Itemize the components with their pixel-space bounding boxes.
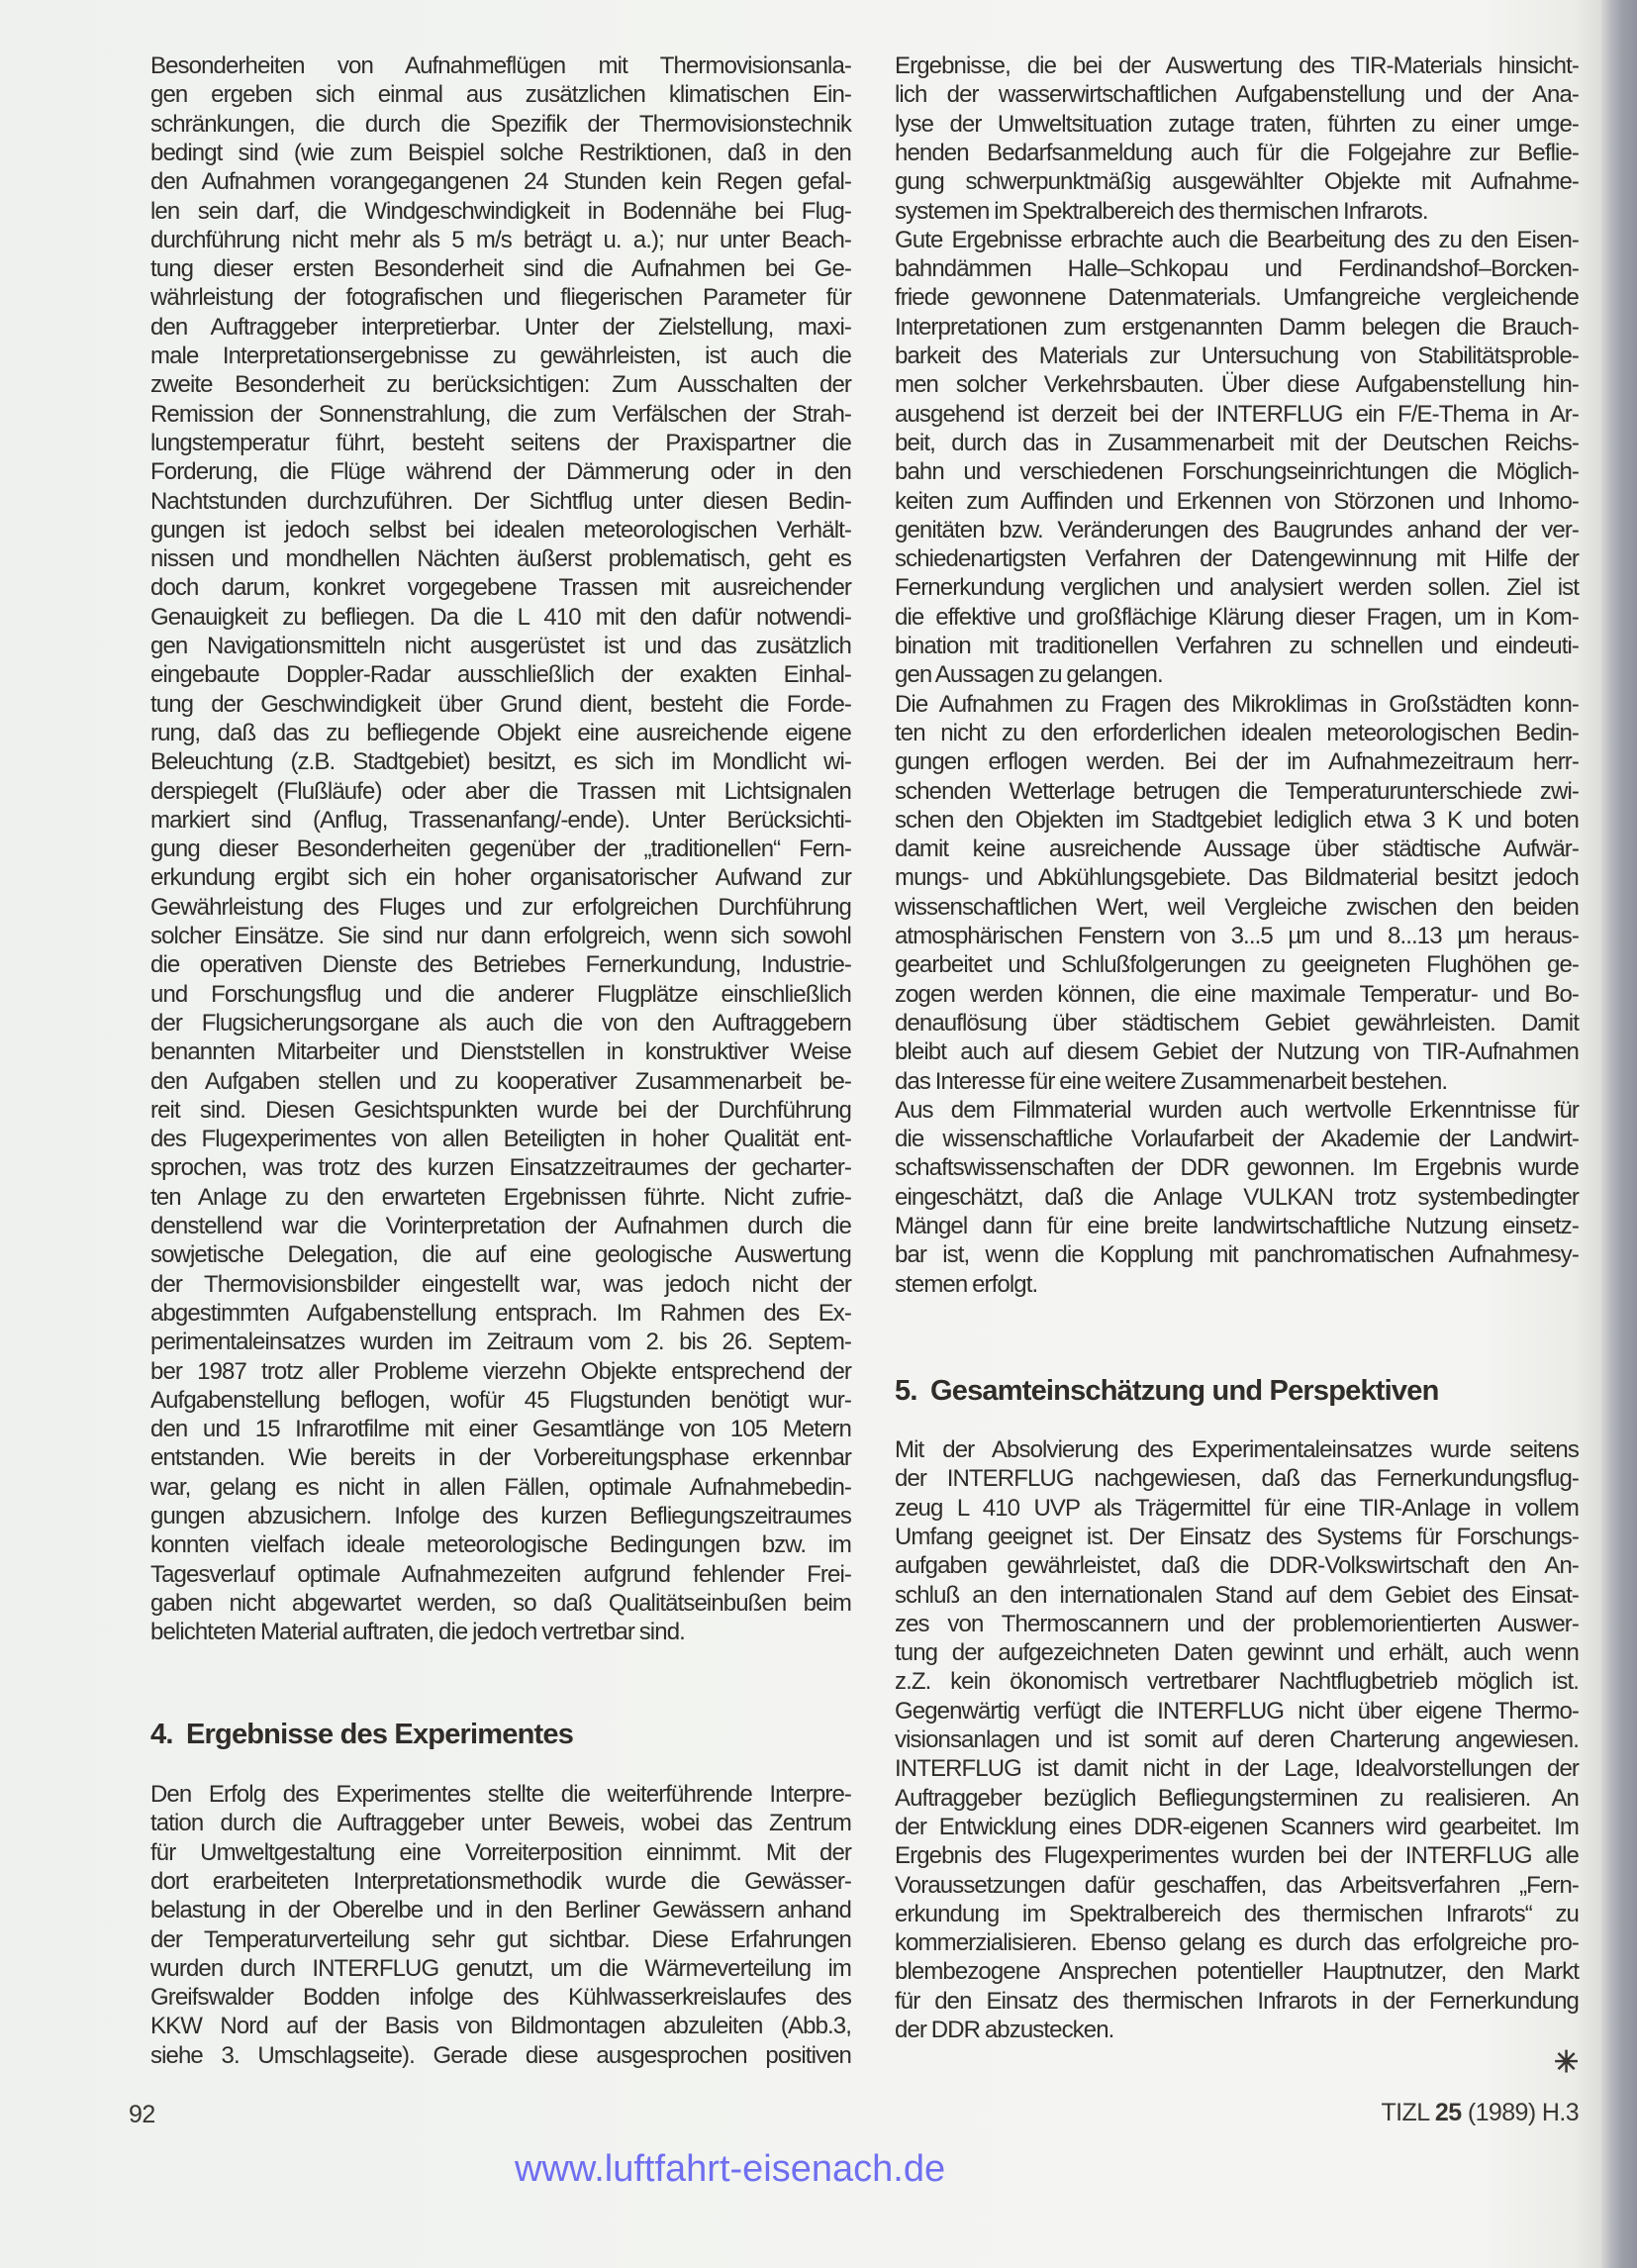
- watermark-link[interactable]: www.luftfahrt-eisenach.de: [515, 2148, 946, 2190]
- text-line: Voraussetzungen dafür geschaffen, das Arbeitsverfahren „Fern-: [895, 1871, 1579, 1899]
- text-line: rung, daß das zu befliegende Objekt eine ausreichende eigene: [150, 719, 851, 746]
- text-line: gaben nicht abgewartet werden, so daß Qualitätseinbußen beim: [150, 1589, 851, 1617]
- text-line: sprochen, was trotz des kurzen Einsatzzeitraumes der gecharter-: [150, 1154, 851, 1182]
- text-line: Ergebnisse, die bei der Auswertung des TIR-Materials hinsicht-: [895, 52, 1579, 79]
- text-line: den Aufgaben stellen und zu kooperativer Zusammenarbeit be-: [150, 1067, 851, 1095]
- text-line: tung dieser ersten Besonderheit sind die Aufnahmen bei Ge-: [150, 255, 851, 283]
- text-line: friede gewonnene Datenmaterials. Umfangreiche vergleichende: [895, 284, 1579, 312]
- text-line: bar ist, wenn die Kopplung mit panchromatischen Aufnahmesy-: [895, 1241, 1579, 1269]
- text-line: die effektive und großflächige Klärung dieser Fragen, um in Kom-: [895, 603, 1579, 631]
- text-line: keiten zum Auffinden und Erkennen von Störzonen und Inhomo-: [895, 487, 1579, 515]
- text-line: des Flugexperimentes von allen Beteiligten in hoher Qualität ent-: [150, 1126, 851, 1153]
- text-line: schen den Objekten im Stadtgebiet lediglich etwa 3 K und boten: [895, 806, 1579, 834]
- text-line: wurden durch INTERFLUG genutzt, um die Wärmeverteilung im: [150, 1954, 851, 1982]
- text-line: dort erarbeiteten Interpretationsmethodik wurde die Gewässer-: [150, 1867, 851, 1895]
- text-line: aufgaben gewährleistet, daß die DDR-Volkswirtschaft den An-: [895, 1552, 1579, 1580]
- text-line: wissenschaftlichen Wert, weil Vergleiche zwischen den beiden: [895, 893, 1579, 921]
- text-line: male Interpretationsergebnisse zu gewährleisten, ist auch die: [150, 343, 851, 369]
- text-line: Genauigkeit zu befliegen. Da die L 410 mit den dafür notwendi-: [150, 603, 851, 631]
- text-line: bination mit traditionellen Verfahren zu schnellen und eindeuti-: [895, 633, 1579, 659]
- section-heading-4: [150, 1717, 573, 1752]
- text-line: ten nicht zu den erforderlichen idealen meteorologischen Bedin-: [895, 719, 1579, 746]
- text-line: zeug L 410 UVP als Trägermittel für eine TIR-Anlage in vollem: [895, 1494, 1579, 1522]
- text-line: genitäten bzw. Veränderungen des Baugrundes anhand der ver-: [895, 516, 1579, 543]
- text-line: solcher Einsätze. Sie sind nur dann erfolgreich, wenn sich sowohl: [150, 923, 851, 949]
- text-line: ber 1987 trotz aller Probleme vierzehn Objekte entsprechend der: [150, 1357, 851, 1385]
- text-line: doch darum, konkret vorgegebene Trassen mit ausreichender: [150, 574, 851, 602]
- text-line: lyse der Umweltsituation zutage traten, führten zu einer umge-: [895, 110, 1579, 138]
- text-line: tung der aufgezeichneten Daten gewinnt und erhält, auch wenn: [895, 1639, 1579, 1667]
- text-line: Umfang geeignet ist. Der Einsatz des Systems für Forschungs-: [895, 1523, 1579, 1550]
- journal-prefix: TIZL: [1381, 2099, 1435, 2126]
- text-line: z.Z. kein ökonomisch vertretbarer Nachtflugbetrieb möglich ist.: [895, 1668, 1579, 1696]
- text-line: perimentaleinsatzes wurden im Zeitraum vom 2. bis 26. Septem-: [150, 1329, 851, 1356]
- text-line: zes von Thermoscannern und der problemorientierten Auswer-: [895, 1610, 1579, 1637]
- text-line: zweite Besonderheit zu berücksichtigen: Zum Ausschalten der: [150, 371, 851, 399]
- end-of-article-asterisk-icon: ✳: [1554, 2046, 1580, 2079]
- text-line: Ergebnis des Flugexperimentes wurden bei der INTERFLUG alle: [895, 1842, 1579, 1870]
- text-line: den Auftraggeber interpretierbar. Unter der Zielstellung, maxi-: [150, 313, 851, 341]
- text-line: abgestimmten Aufgabenstellung entsprach. Im Rahmen des Ex-: [150, 1299, 851, 1327]
- text-line: henden Bedarfsanmeldung auch für die Folgejahre zur Beflie-: [895, 139, 1579, 166]
- text-line: mungs- und Abkühlungsgebiete. Das Bildmaterial besitzt jedoch: [895, 864, 1579, 892]
- text-line: konnten vielfach ideale meteorologische Bedingungen bzw. im: [150, 1531, 851, 1559]
- text-line: Gute Ergebnisse erbrachte auch die Bearbeitung des zu den Eisen-: [895, 226, 1579, 253]
- text-line: beit, durch das in Zusammenarbeit mit der Deutschen Reichs-: [895, 429, 1579, 456]
- text-line: Aus dem Filmmaterial wurden auch wertvolle Erkenntnisse für: [895, 1096, 1579, 1124]
- text-line: zogen werden können, die eine maximale Temperatur- und Bo-: [895, 980, 1579, 1008]
- text-line: systemen im Spektralbereich des thermischen Infrarots.: [895, 197, 1428, 225]
- text-line: Tagesverlauf optimale Aufnahmezeiten aufgrund fehlender Frei-: [150, 1560, 851, 1588]
- text-line: bleibt auch auf diesem Gebiet der Nutzung von TIR-Aufnahmen: [895, 1038, 1579, 1066]
- text-line: die operativen Dienste des Betriebes Fernerkundung, Industrie-: [150, 951, 851, 979]
- text-line: entstanden. Wie bereits in der Vorbereitungsphase erkennbar: [150, 1444, 851, 1472]
- text-line: belastung in der Oberelbe und in den Berliner Gewässern anhand: [150, 1897, 851, 1924]
- text-line: Die Aufnahmen zu Fragen des Mikroklimas in Großstädten konn-: [895, 690, 1579, 718]
- text-line: nissen und mondhellen Nächten äußerst problematisch, geht es: [150, 545, 851, 573]
- text-line: den Aufnahmen vorangegangenen 24 Stunden kein Regen gefal-: [150, 168, 851, 196]
- text-line: der Temperaturverteilung sehr gut sichtbar. Diese Erfahrungen: [150, 1925, 851, 1953]
- text-line: len sein darf, die Windgeschwindigkeit in Bodennähe bei Flug-: [150, 197, 851, 225]
- text-line: men solcher Verkehrsbauten. Über diese Aufgabenstellung hin-: [895, 371, 1579, 399]
- text-line: eingeschätzt, daß die Anlage VULKAN trotz systembedingter: [895, 1183, 1579, 1211]
- text-line: Mit der Absolvierung des Experimentaleinsatzes wurde seitens: [895, 1436, 1579, 1463]
- text-line: denstellend war die Vorinterpretation der Aufnahmen durch die: [150, 1213, 851, 1239]
- text-line: ausgehend ist derzeit bei der INTERFLUG ein F/E-Thema in Ar-: [895, 400, 1579, 428]
- text-line: der Entwicklung eines DDR-eigenen Scanners wird gearbeitet. Im: [895, 1813, 1579, 1840]
- text-line: durchführung nicht mehr als 5 m/s beträgt u. a.); nur unter Beach-: [150, 226, 851, 253]
- text-line: Forderung, die Flüge während der Dämmerung oder in den: [150, 458, 851, 486]
- text-line: bedingt sind (wie zum Beispiel solche Restriktionen, daß in den: [150, 139, 851, 166]
- section-number: 4.: [150, 1719, 173, 1750]
- text-line: blembezogene Ansprechen potentieller Hauptnutzer, den Markt: [895, 1958, 1579, 1986]
- text-line: erkundung ergibt sich ein hoher organisatorischer Aufwand zur: [150, 864, 851, 892]
- text-line: bahn und verschiedenen Forschungseinrichtungen die Möglich-: [895, 458, 1579, 486]
- text-line: visionsanlagen und ist somit auf deren Charterung angewiesen.: [895, 1726, 1579, 1753]
- text-line: damit keine ausreichende Aussage über städtische Aufwär-: [895, 836, 1579, 863]
- text-line: Mängel dann für eine breite landwirtschaftliche Nutzung einsetz-: [895, 1213, 1579, 1239]
- text-line: gung schwerpunktmäßig ausgewählter Objekte mit Aufnahme-: [895, 168, 1579, 196]
- text-line: benannten Mitarbeiter und Dienststellen in konstruktiver Weise: [150, 1038, 851, 1066]
- text-line: den und 15 Infrarotfilme mit einer Gesamtlänge von 105 Metern: [150, 1416, 851, 1443]
- text-line: sowjetische Delegation, die auf eine geologische Auswertung: [150, 1241, 851, 1269]
- text-line: der Flugsicherungsorgane als auch die von den Auftraggebern: [150, 1009, 851, 1036]
- text-line: schiedenartigsten Verfahren der Datengewinnung mit Hilfe der: [895, 545, 1579, 573]
- section-title: Ergebnisse des Experimentes: [186, 1719, 574, 1750]
- text-line: KKW Nord auf der Basis von Bildmontagen abzuleiten (Abb.3,: [150, 2013, 851, 2040]
- text-line: denauflösung über städtischem Gebiet gewährleisten. Damit: [895, 1009, 1579, 1036]
- section-title: Gesamteinschätzung und Perspektiven: [930, 1375, 1439, 1407]
- section-heading-5: [895, 1373, 1439, 1409]
- section-number: 5.: [895, 1375, 917, 1407]
- text-line: reit sind. Diesen Gesichtspunkten wurde bei der Durchführung: [150, 1096, 851, 1124]
- text-line: Aufgabenstellung beflogen, wofür 45 Flugstunden benötigt wur-: [150, 1386, 851, 1414]
- text-line: der DDR abzustecken.: [895, 2017, 1114, 2043]
- text-line: tung der Geschwindigkeit über Grund dient, besteht die Forde-: [150, 690, 851, 718]
- text-line: Beleuchtung (z.B. Stadtgebiet) besitzt, es sich im Mondlicht wi-: [150, 748, 851, 776]
- text-line: eingebaute Doppler-Radar ausschließlich der exakten Einhal-: [150, 661, 851, 689]
- journal-reference: [1326, 2099, 1579, 2127]
- text-line: währleistung der fotografischen und fliegerischen Parameter für: [150, 284, 851, 312]
- text-line: Auftraggeber bezüglich Befliegungsterminen zu realisieren. An: [895, 1784, 1579, 1812]
- text-line: das Interesse für eine weitere Zusammenarbeit bestehen.: [895, 1067, 1448, 1095]
- text-line: und Forschungsflug und die anderer Flugplätze einschließlich: [150, 980, 851, 1008]
- text-line: gung dieser Besonderheiten gegenüber der „traditionellen“ Fern-: [150, 836, 851, 863]
- text-line: gen ergeben sich einmal aus zusätzlichen klimatischen Ein-: [150, 81, 851, 109]
- text-line: Interpretationen zum erstgenannten Damm belegen die Brauch-: [895, 313, 1579, 341]
- page-number: 92: [129, 2101, 155, 2128]
- text-line: schenden Wetterlage betrugen die Temperaturunterschiede zwi-: [895, 777, 1579, 805]
- text-line: ten Anlage zu den erwarteten Ergebnissen führte. Nicht zufrie-: [150, 1183, 851, 1211]
- text-line: stemen erfolgt.: [895, 1270, 1038, 1298]
- text-line: der Thermovisionsbilder eingestellt war, was jedoch nicht der: [150, 1270, 851, 1298]
- text-line: Gegenwärtig verfügt die INTERFLUG nicht über eigene Thermo-: [895, 1697, 1579, 1725]
- text-line: Nachtstunden durchzuführen. Der Sichtflug unter diesen Bedin-: [150, 487, 851, 515]
- text-line: der INTERFLUG nachgewiesen, daß das Fernerkundungsflug-: [895, 1465, 1579, 1493]
- text-line: gearbeitet und Schlußfolgerungen zu geeigneten Flughöhen ge-: [895, 951, 1579, 979]
- text-line: kommerzialisieren. Ebenso gelang es durch das erfolgreiche pro-: [895, 1929, 1579, 1957]
- text-line: siehe 3. Umschlagseite). Gerade diese ausgesprochen positiven: [150, 2041, 851, 2069]
- text-line: war, gelang es nicht in allen Fällen, optimale Aufnahmebedin-: [150, 1473, 851, 1501]
- text-line: Besonderheiten von Aufnahmeflügen mit Thermovisionsanla-: [150, 52, 851, 79]
- text-line: INTERFLUG ist damit nicht in der Lage, Idealvorstellungen der: [895, 1755, 1579, 1783]
- text-line: schluß an den internationalen Stand auf dem Gebiet des Einsat-: [895, 1581, 1579, 1609]
- page-edge-shadow: [1601, 0, 1637, 2268]
- text-line: lich der wasserwirtschaftlichen Aufgabenstellung und der Ana-: [895, 81, 1579, 109]
- text-line: die wissenschaftliche Vorlaufarbeit der Akademie der Landwirt-: [895, 1126, 1579, 1153]
- text-line: derspiegelt (Flußläufe) oder aber die Trassen mit Lichtsignalen: [150, 777, 851, 805]
- text-line: für den Einsatz des thermischen Infrarots in der Fernerkundung: [895, 1987, 1579, 2015]
- text-line: markiert sind (Anflug, Trassenanfang/-ende). Unter Berücksichti-: [150, 806, 851, 834]
- text-line: Remission der Sonnenstrahlung, die zum Verfälschen der Strah-: [150, 400, 851, 428]
- text-line: lungstemperatur führt, besteht seitens der Praxispartner die: [150, 429, 851, 456]
- text-line: gungen abzusichern. Infolge des kurzen Befliegungszeitraumes: [150, 1503, 851, 1529]
- text-line: atmosphärischen Fenstern von 3...5 µm und 8...13 µm heraus-: [895, 923, 1579, 949]
- text-line: schaftswissenschaften der DDR gewonnen. Im Ergebnis wurde: [895, 1154, 1579, 1182]
- text-line: für Umweltgestaltung eine Vorreiterposition einnimmt. Mit der: [150, 1838, 851, 1866]
- text-line: Den Erfolg des Experimentes stellte die weiterführende Interpre-: [150, 1781, 851, 1808]
- journal-suffix: (1989) H.3: [1461, 2099, 1579, 2126]
- text-line: Gewährleistung des Fluges und zur erfolgreichen Durchführung: [150, 893, 851, 921]
- text-line: tation durch die Auftraggeber unter Beweis, wobei das Zentrum: [150, 1810, 851, 1837]
- text-line: belichteten Material auftraten, die jedoch vertretbar sind.: [150, 1619, 685, 1646]
- text-line: gungen erflogen werden. Bei der im Aufnahmezeitraum herr-: [895, 748, 1579, 776]
- text-line: barkeit des Materials zur Untersuchung von Stabilitätsproble-: [895, 343, 1579, 369]
- text-line: bahndämmen Halle–Schkopau und Ferdinandshof–Borcken-: [895, 255, 1579, 283]
- text-line: gen Aussagen zu gelangen.: [895, 661, 1163, 689]
- text-line: gungen ist jedoch selbst bei idealen meteorologischen Verhält-: [150, 516, 851, 543]
- text-line: Greifswalder Bodden infolge des Kühlwasserkreislaufes des: [150, 1984, 851, 2012]
- text-line: erkundung im Spektralbereich des thermischen Infrarots“ zu: [895, 1900, 1579, 1927]
- text-line: schränkungen, die durch die Spezifik der Thermovisionstechnik: [150, 110, 851, 138]
- text-line: Fernerkundung verglichen und analysiert werden sollen. Ziel ist: [895, 574, 1579, 602]
- text-line: gen Navigationsmitteln nicht ausgerüstet ist und das zusätzlich: [150, 633, 851, 659]
- journal-volume: 25: [1434, 2099, 1462, 2126]
